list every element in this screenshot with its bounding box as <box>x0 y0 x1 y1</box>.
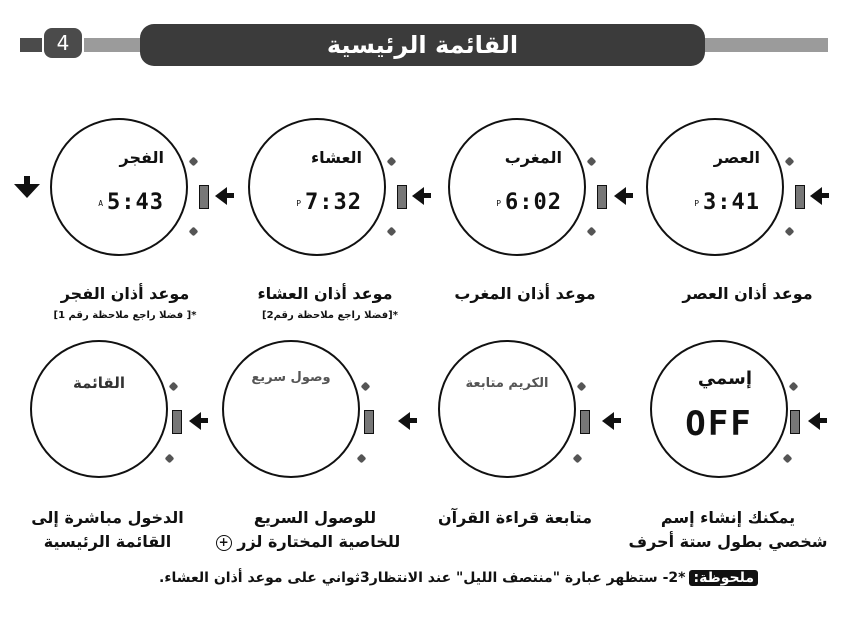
watch-side-button <box>199 185 209 209</box>
watch-display: OFF <box>685 404 753 444</box>
caption-quick-1: للوصول السريع <box>253 508 377 527</box>
arrow-tail <box>423 193 431 198</box>
watch-maghrib <box>448 118 586 256</box>
caption-isha: موعد أذان العشاء <box>257 284 393 303</box>
watch-knob <box>387 227 397 237</box>
watch-side-button <box>397 185 407 209</box>
watch-isha <box>248 118 386 256</box>
watch-label: العصر <box>713 148 760 167</box>
watch-side-button <box>790 410 800 434</box>
arrow-tail <box>625 193 633 198</box>
caption-fajr: موعد أذان الفجر <box>60 284 190 303</box>
watch-knob <box>577 382 587 392</box>
watch-knob <box>573 454 583 464</box>
watch-label: المغرب <box>504 148 562 167</box>
watch-quran <box>438 340 576 478</box>
arrow-tail <box>409 418 417 423</box>
watch-main-menu <box>30 340 168 478</box>
caption-name-2: شخصي بطول ستة أحرف <box>628 532 828 551</box>
watch-knob <box>165 454 175 464</box>
watch-time: A 5:43 <box>98 190 164 215</box>
watch-label: وصول سريع <box>251 370 331 385</box>
arrow-tail <box>613 418 621 423</box>
watch-quick-access <box>222 340 360 478</box>
watch-side-button <box>597 185 607 209</box>
plus-button-icon: + <box>216 535 232 551</box>
arrow-tail <box>226 193 234 198</box>
watch-label: إسمي <box>697 368 752 389</box>
header-left-square <box>20 38 42 52</box>
watch-knob <box>587 157 597 167</box>
caption-menu-1: الدخول مباشرة إلى <box>31 508 184 527</box>
page-title: القائمة الرئيسية <box>140 24 705 66</box>
watch-fajr <box>50 118 188 256</box>
note-isha: *[فضلا راجع ملاحظة رقم2] <box>262 310 398 321</box>
watch-knob <box>189 157 199 167</box>
watch-knob <box>387 157 397 167</box>
watch-knob <box>783 454 793 464</box>
watch-label: الكريم متابعة <box>465 376 549 391</box>
watch-side-button <box>364 410 374 434</box>
watch-knob <box>169 382 179 392</box>
watch-name <box>650 340 788 478</box>
header-bar-left <box>84 38 144 52</box>
watch-label: العشاء <box>311 148 362 167</box>
header-bar-right <box>700 38 828 52</box>
watch-label: الفجر <box>119 148 164 167</box>
watch-side-button <box>172 410 182 434</box>
watch-time: P 3:41 <box>694 190 760 215</box>
page-number: 4 <box>44 28 82 58</box>
watch-side-button <box>580 410 590 434</box>
arrow-tail <box>200 418 208 423</box>
watch-time: P 7:32 <box>296 190 362 215</box>
caption-menu-2: القائمة الرئيسية <box>43 532 172 551</box>
arrow-tail <box>821 193 829 198</box>
watch-time: P 6:02 <box>496 190 562 215</box>
watch-knob <box>785 157 795 167</box>
watch-label: القائمة <box>73 374 125 392</box>
caption-asr: موعد أذان العصر <box>682 284 813 303</box>
watch-knob <box>361 382 371 392</box>
watch-knob <box>357 454 367 464</box>
caption-quran: متابعة قراءة القرآن <box>438 508 592 527</box>
footnote-text: *2- ستظهر عبارة "منتصف الليل" عند الانتظار3ثواني على موعد أذان العشاء. <box>159 570 686 586</box>
watch-knob <box>189 227 199 237</box>
watch-knob <box>785 227 795 237</box>
footnote-tag: ملحوظة: <box>689 570 758 586</box>
down-arrow-icon <box>14 184 40 198</box>
caption-name-1: يمكنك إنشاء إسم <box>660 508 796 527</box>
arrow-tail <box>819 418 827 423</box>
note-fajr: *[ فضلا راجع ملاحظة رقم 1] <box>53 310 197 321</box>
watch-knob <box>789 382 799 392</box>
caption-quick-2: للخاصية المختارة لزر + <box>198 532 418 551</box>
watch-side-button <box>795 185 805 209</box>
watch-asr <box>646 118 784 256</box>
watch-knob <box>587 227 597 237</box>
footnote <box>159 570 758 586</box>
caption-maghrib: موعد أذان المغرب <box>454 284 596 303</box>
